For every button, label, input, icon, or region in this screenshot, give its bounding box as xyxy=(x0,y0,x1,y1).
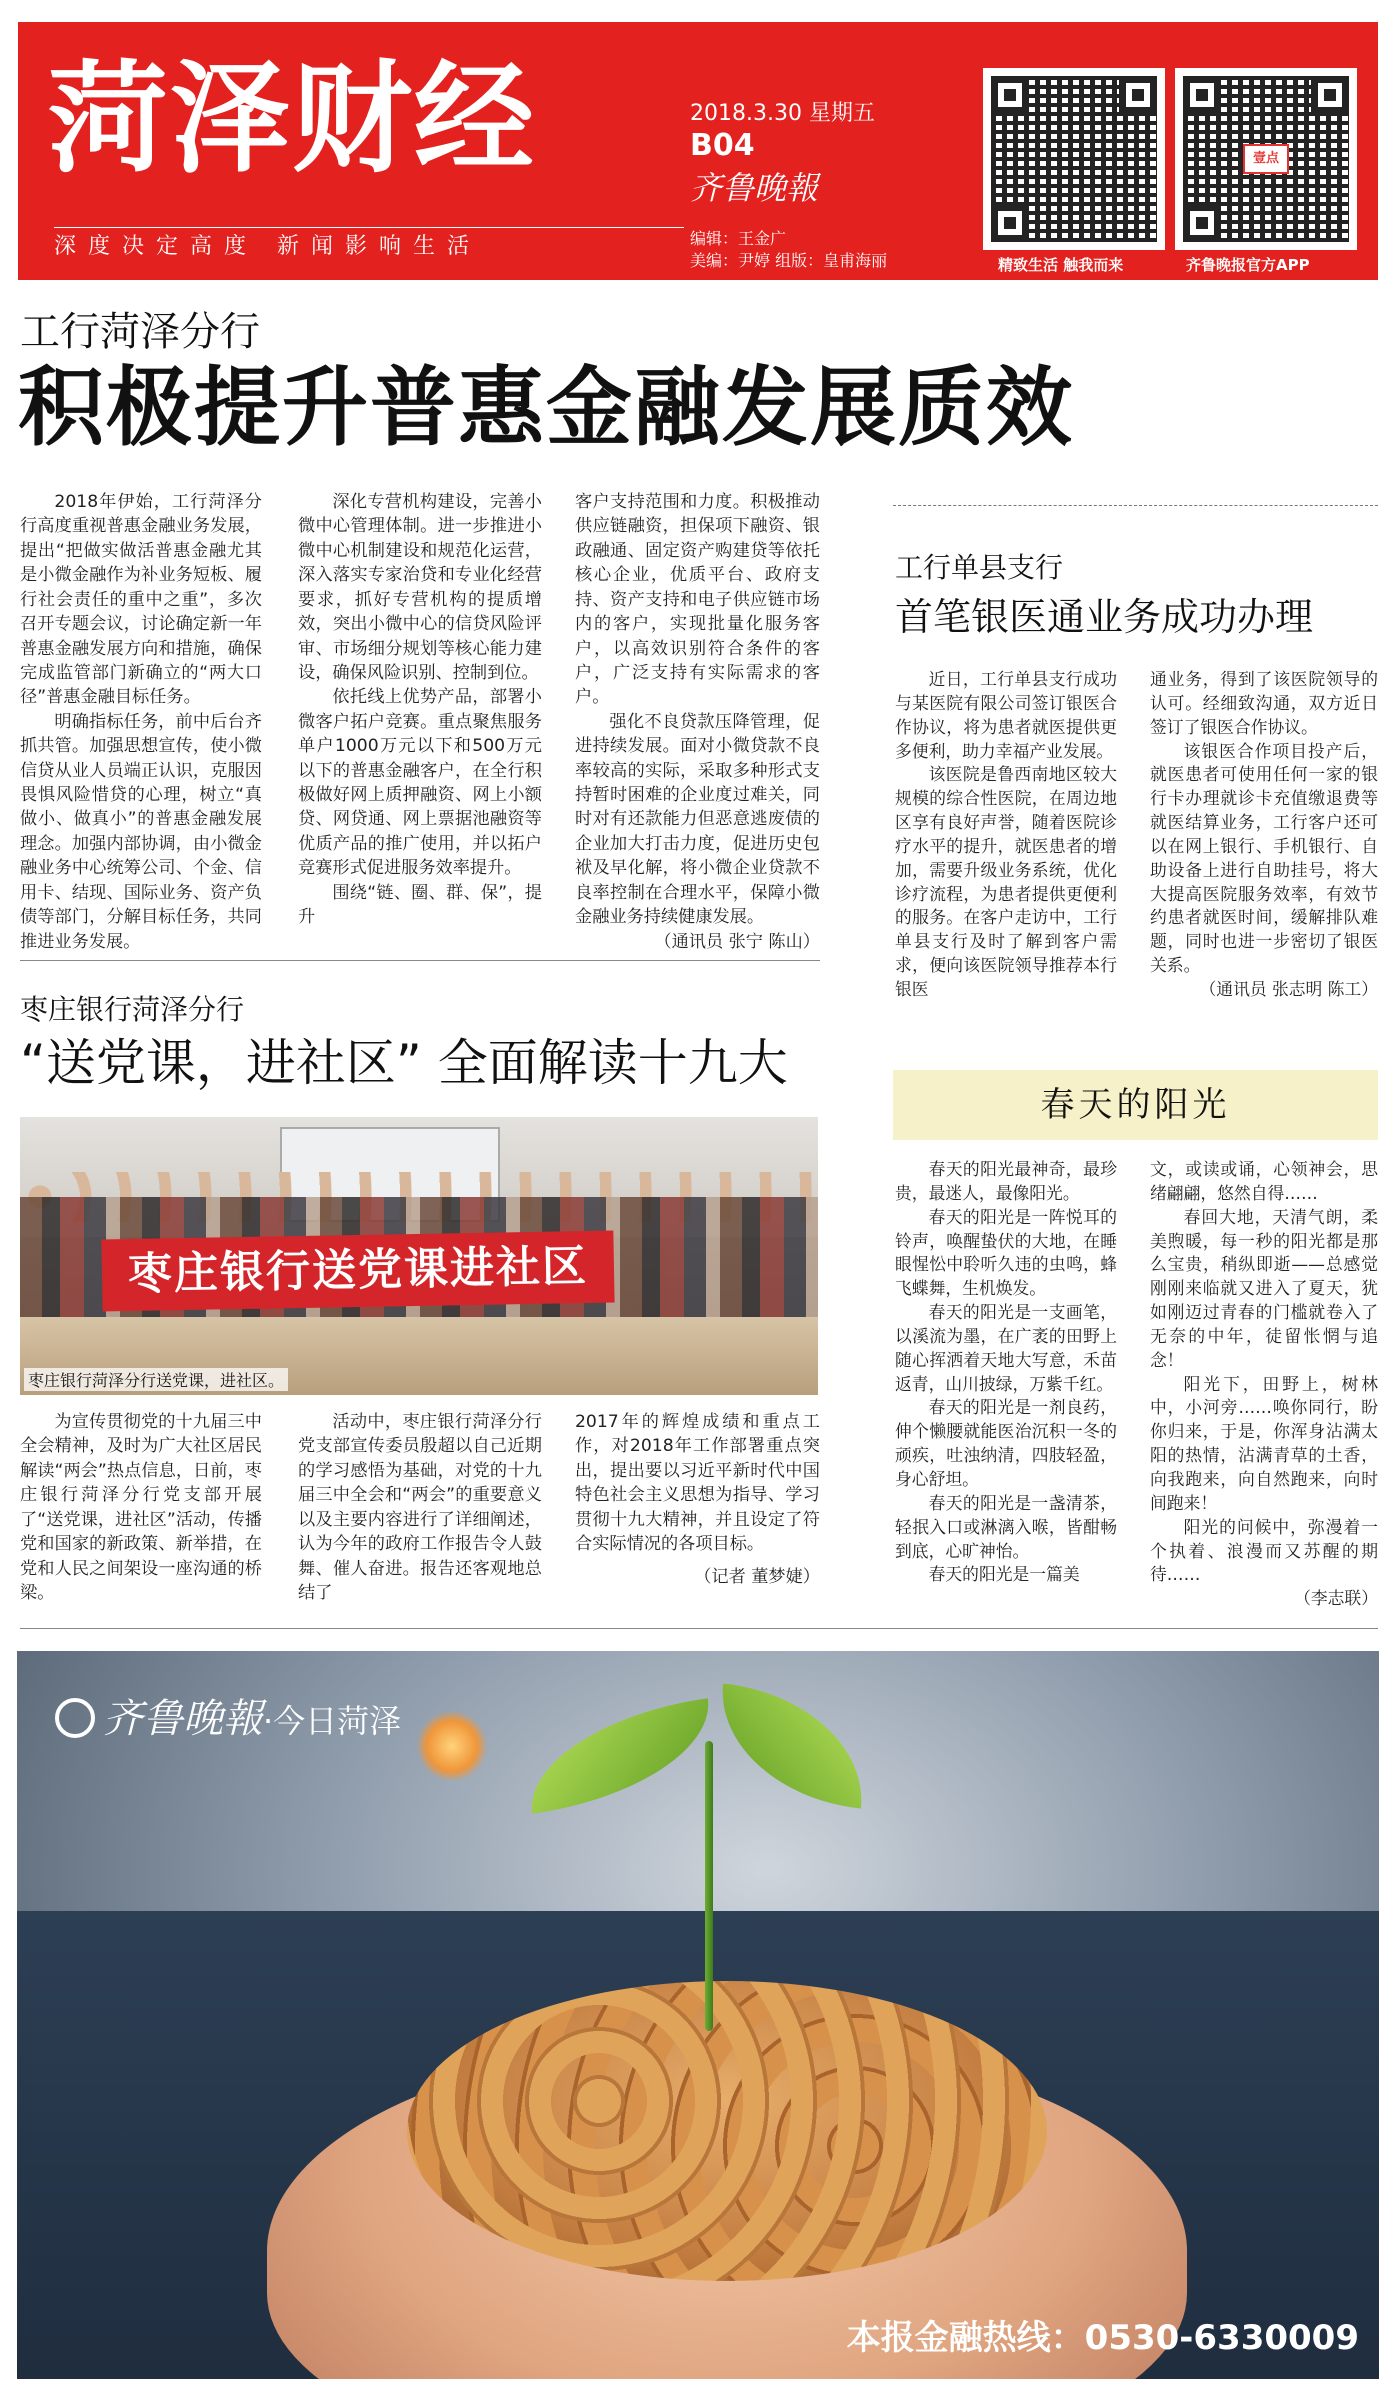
paragraph: 该医院是鲁西南地区较大规模的综合性医院，在周边地区享有良好声誉，随着医院诊疗水平的提升，就医患者的增加，需要升级业务系统，优化诊疗流程，为患者提供更便利的服务。在客户走访中，工行单县支行及时了解到客户需求，便向该医院领导推荐本行银医 xyxy=(895,764,1117,999)
editor-credits xyxy=(690,228,887,271)
ad-dandelion xyxy=(417,1711,487,1781)
article1-headline: 积极提升普惠金融发展质效 xyxy=(18,358,1074,458)
qr-code-wechat[interactable] xyxy=(983,68,1165,250)
essay-column-1 xyxy=(895,1158,1117,1587)
qr-finder xyxy=(1183,76,1221,114)
ad-hotline: 本报金融热线：0530-6330009 xyxy=(846,2318,1359,2358)
section-divider xyxy=(20,1628,1378,1629)
paragraph: 深化专营机构建设，完善小微中心管理体制。进一步推进小微中心机制建设和规范化运营，深入落实专家治贷和专业化经营要求，抓好专营机构的提质增效，突出小微中心的信贷风险评审、市场细分规划等核心能力建设，确保风险识别、控制到位。 xyxy=(298,492,542,683)
ad-logo-edition: ·今日菏泽 xyxy=(263,1702,402,1740)
article2-kicker: 工行单县支行 xyxy=(895,551,1064,584)
section-divider xyxy=(893,505,1378,506)
byline: （李志联） xyxy=(1294,1588,1378,1609)
app-logo-icon: 壹点 xyxy=(1243,144,1289,174)
article3-column-2 xyxy=(298,1410,542,1605)
qr-finder xyxy=(1311,76,1349,114)
essay-column-2 xyxy=(1150,1158,1378,1611)
paragraph: 春天的阳光最神奇，最珍贵，最迷人，最像阳光。 xyxy=(895,1159,1117,1203)
paragraph: 2017年的辉煌成绩和重点工作，对2018年工作部署重点突出，提出要以习近平新时代中国特色社会主义思想为指导、学习贯彻十九大精神，并且设定了符合实际情况的各项目标。 xyxy=(575,1412,820,1555)
byline: （通讯员 张志明 陈工） xyxy=(1199,978,1378,999)
paragraph: 春天的阳光是一支画笔，以溪流为墨，在广袤的田野上随心挥洒着天地大写意，禾苗返青，山川披绿，万紫千红。 xyxy=(895,1302,1117,1394)
paragraph: 客户支持范围和力度。积极推动供应链融资，担保项下融资、银政融通、固定资产购建贷等依托核心企业，优质平台、政府支持、资产支持和电子供应链市场内的客户，实现批量化服务客户，以高效识别符合条件的客户，广泛支持有实际需求的客户。 xyxy=(575,492,820,708)
masthead-slogan: 深度决定高度 新闻影响生活 xyxy=(54,234,481,259)
qr-finder xyxy=(991,76,1029,114)
article1-kicker: 工行菏泽分行 xyxy=(20,309,260,355)
photo-caption: 枣庄银行菏泽分行送党课，进社区。 xyxy=(24,1368,288,1391)
paragraph: 活动中，枣庄银行菏泽分行党支部宣传委员殷超以自己近期的学习感悟为基础，对党的十九届三中全会和“两会”的重要意义以及主要内容进行了详细阐述，认为今年的政府工作报告令人鼓舞、催人奋进。报告还客观地总结了 xyxy=(298,1412,542,1603)
paragraph: 为宣传贯彻党的十九届三中全会精神，及时为广大社区居民解读“两会”热点信息，日前，枣庄银行菏泽分行党支部开展了“送党课，进社区”活动，传播党和国家的新政策、新举措，在党和人民之间架设一座沟通的桥梁。 xyxy=(20,1412,262,1603)
section-divider xyxy=(20,960,820,961)
paragraph: 围绕“链、圈、群、保”，提升 xyxy=(298,882,542,928)
byline: （通讯员 张宁 陈山） xyxy=(654,931,820,952)
qr-pattern xyxy=(991,76,1157,242)
paragraph: 文，或读或诵，心领神会，思绪翩翩，悠然自得…… xyxy=(1150,1159,1378,1203)
paragraph: 春天的阳光是一剂良药，伸个懒腰就能医治沉积一冬的顽疾，吐浊纳清，四肢轻盈，身心舒坦。 xyxy=(895,1397,1117,1489)
paragraph: 强化不良贷款压降管理，促进持续发展。面对小微贷款不良率较高的实际，采取多种形式支持暂时困难的企业度过难关，同时对有还款能力但恶意逃废债的企业加大打击力度，促进历史包袱及早化解，将小微企业贷款不良率控制在合理水平，保障小微金融业务持续健康发展。 xyxy=(575,711,820,928)
essay-title: 春天的阳光 xyxy=(1040,1085,1231,1125)
qr-finder xyxy=(1119,76,1157,114)
essay-title-box xyxy=(893,1070,1378,1140)
editor-line-2: 美编：尹婷 组版：皇甫海丽 xyxy=(690,250,888,270)
article2-headline: 首笔银医通业务成功办理 xyxy=(895,595,1314,639)
advertisement[interactable] xyxy=(17,1651,1379,2379)
paragraph: 阳光下，田野上，树林中，小河旁……唤你同行，盼你归来，于是，你浑身沾满太阳的热情，沾满青草的土香，向我跑来，向自然跑来，向时间跑来！ xyxy=(1150,1373,1378,1513)
ad-sprout-stem xyxy=(705,1741,713,2031)
paragraph: 依托线上优势产品，部署小微客户拓户竞赛。重点聚焦服务单户1000万元以下和500万元以下的普惠金融客户，在全行积极做好网上质押融资、网上小额贷、网贷通、网上票据池融资等优质产品的推广使用，并以拓户竞赛形式促进服务效率提升。 xyxy=(298,687,542,879)
editor-line-1: 编辑：王金广 xyxy=(690,229,787,248)
event-photo xyxy=(20,1117,818,1395)
article3-column-1 xyxy=(20,1410,262,1605)
article2-column-2 xyxy=(1150,668,1378,1002)
paragraph: 明确指标任务，前中后台齐抓共管。加强思想宣传，使小微信贷从业人员端正认识，克服因畏惧风险惜贷的心理，树立“真做小、做真小”的普惠金融发展理念。加强内部协调，由小微金融业务中心统筹公司、个金、信用卡、结现、国际业务、资产负债等部门，分解目标任务，共同推进业务发展。 xyxy=(20,711,262,952)
paragraph: 春天的阳光是一篇美 xyxy=(928,1564,1080,1585)
photo-banner: 枣庄银行送党课进社区 xyxy=(101,1231,614,1312)
ad-coins xyxy=(407,1981,1047,2281)
ad-logo xyxy=(55,1687,401,1744)
article1-column-1 xyxy=(20,490,262,954)
article3-column-3 xyxy=(575,1410,820,1589)
masthead-divider xyxy=(54,227,684,228)
article3-kicker: 枣庄银行菏泽分行 xyxy=(20,993,245,1026)
paragraph: 通业务，得到了该医院领导的认可。经细致沟通，双方近日签订了银医合作协议。 xyxy=(1150,669,1378,737)
ad-logo-paper: 齐鲁晚報 xyxy=(103,1696,263,1742)
article3-headline: “送党课，进社区” 全面解读十九大 xyxy=(20,1034,788,1092)
qr-caption-app: 齐鲁晚报官方APP xyxy=(1186,256,1310,274)
paragraph: 该银医合作项目投产后，就医患者可使用任何一家的银行卡办理就诊卡充值缴退费等就医结算业务，工行客户还可以在网上银行、手机银行、自助设备上进行自助挂号，将大大提高医院服务效率，有效节约患者就医时间，缓解排队难题，同时也进一步密切了银医关系。 xyxy=(1150,740,1378,976)
qr-pattern xyxy=(1183,76,1349,242)
newspaper-logo: 齐鲁晚報 xyxy=(690,168,819,207)
newspaper-logo-icon xyxy=(55,1698,95,1738)
paragraph: 春回大地，天清气朗，柔美煦暖，每一秒的阳光都是那么宝贵，稍纵即逝——总感觉刚刚来临就又进入了夏天，犹如刚迈过青春的门槛就卷入了无奈的中年，徒留怅惘与追念！ xyxy=(1150,1206,1378,1370)
page-number: B04 xyxy=(690,127,755,163)
qr-finder xyxy=(1183,204,1221,242)
article1-column-3 xyxy=(575,490,820,954)
masthead-meta xyxy=(690,100,875,209)
paragraph: 春天的阳光是一盏清茶，轻抿入口或淋漓入喉，皆酣畅到底，心旷神怡。 xyxy=(895,1492,1117,1561)
article1-column-2 xyxy=(298,490,542,930)
paragraph: 阳光的问候中，弥漫着一个执着、浪漫而又苏醒的期待…… xyxy=(1150,1516,1378,1585)
qr-code-app[interactable] xyxy=(1175,68,1357,250)
masthead-title: 菏泽财经 xyxy=(48,50,536,189)
paragraph: 2018年伊始，工行菏泽分行高度重视普惠金融业务发展，提出“把做实做活普惠金融尤其是小微金融作为补业务短板、履行社会责任的重中之重”，多次召开专题会议，讨论确定新一年普惠金融发展方向和措施，确保完成监管部门新确立的“两大口径”普惠金融目标任务。 xyxy=(20,492,262,708)
qr-finder xyxy=(991,204,1029,242)
article2-column-1 xyxy=(895,668,1117,1002)
qr-caption-wechat: 精致生活 触我而来 xyxy=(998,256,1124,274)
paragraph: 近日，工行单县支行成功与某医院有限公司签订银医合作协议，将为患者就医提供更多便利，助力幸福产业发展。 xyxy=(895,669,1117,761)
ad-leaf-left xyxy=(520,1698,721,1814)
byline: （记者 董梦婕） xyxy=(694,1566,820,1587)
paragraph: 春天的阳光是一阵悦耳的铃声，唤醒蛰伏的大地，在睡眼惺忪中聆听久违的虫鸣，蜂飞蝶舞，生机焕发。 xyxy=(895,1206,1117,1299)
issue-date: 2018.3.30 星期五 xyxy=(690,101,875,126)
ad-leaf-right xyxy=(712,1683,873,1808)
masthead xyxy=(18,22,1378,280)
